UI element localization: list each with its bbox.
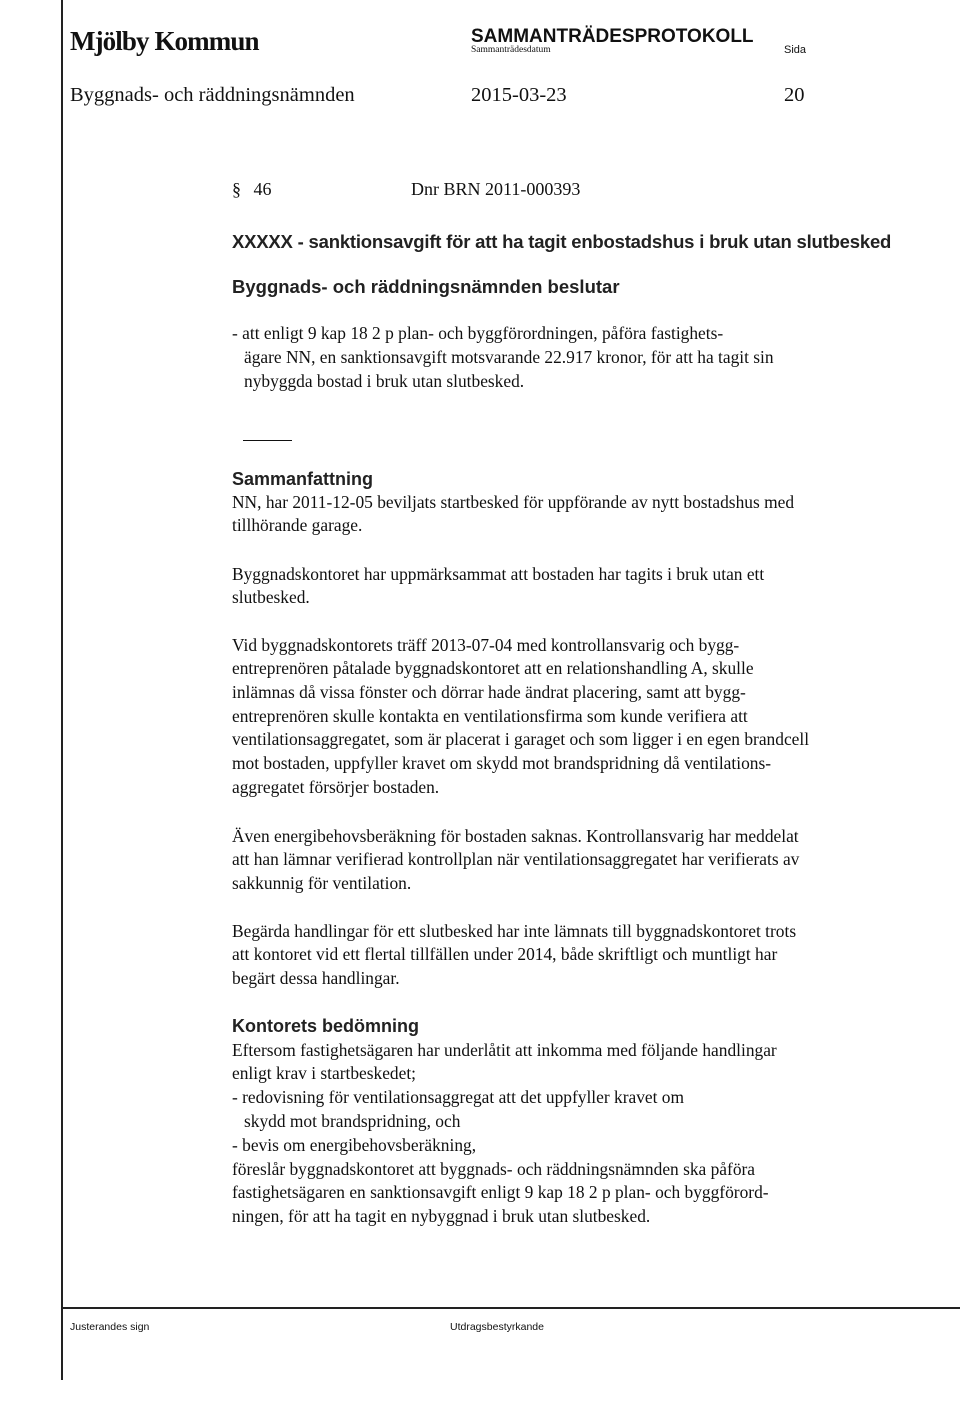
summary-line: inlämnas då vissa fönster och dörrar hade ändrat placering, samt att bygg- bbox=[232, 682, 746, 702]
summary-line: entreprenören påtalade byggnadskontoret att en relationshandling A, skulle bbox=[232, 658, 754, 678]
summary-line: ventilationsaggregatet, som är placerat i garaget och som ligger i en egen brandcell bbox=[232, 729, 810, 749]
assessment-line: skydd mot brandspridning, och bbox=[244, 1111, 461, 1131]
summary-line: entreprenören skulle kontakta en ventilationsfirma som kunde verifiera att bbox=[232, 706, 748, 726]
summary-line: NN, har 2011-12-05 beviljats startbesked för uppförande av nytt bostadshus med bbox=[232, 492, 795, 512]
summary-line: sakkunnig för ventilation. bbox=[232, 873, 412, 893]
paragraph-number: § 46 bbox=[232, 179, 272, 199]
summary-line: att han lämnar verifierad kontrollplan när ventilationsaggregatet har verifierats av bbox=[232, 849, 800, 869]
committee-name: Byggnads- och räddningsnämnden bbox=[70, 84, 355, 106]
summary-line: Även energibehovsberäkning för bostaden saknas. Kontrollansvarig har meddelat bbox=[232, 826, 799, 846]
page-label: Sida bbox=[784, 44, 807, 56]
assessment-line: fastighetsägaren en sanktionsavgift enligt 9 kap 18 2 p plan- och byggförord- bbox=[232, 1182, 769, 1202]
document-type: SAMMANTRÄDESPROTOKOLL bbox=[471, 26, 754, 47]
footer-rule bbox=[61, 1307, 960, 1309]
decision-line: - att enligt 9 kap 18 2 p plan- och byggförordningen, påföra fastighets- bbox=[232, 323, 724, 343]
assessment-line: Eftersom fastighetsägaren har underlåtit att inkomma med följande handlingar bbox=[232, 1040, 777, 1060]
decision-line: nybyggda bostad i bruk utan slutbesked. bbox=[244, 371, 525, 391]
summary-line: Byggnadskontoret har uppmärksammat att bostaden har tagits i bruk utan ett bbox=[232, 564, 765, 584]
meeting-date: 2015-03-23 bbox=[471, 84, 567, 106]
summary-line: att kontoret vid ett flertal tillfällen under 2014, både skriftligt och muntligt har bbox=[232, 944, 778, 964]
assessment-line: enligt krav i startbeskedet; bbox=[232, 1063, 416, 1083]
summary-line: tillhörande garage. bbox=[232, 515, 363, 535]
assessment-line: - redovisning för ventilationsaggregat att det uppfyller kravet om bbox=[232, 1087, 685, 1107]
summary-line: aggregatet försörjer bostaden. bbox=[232, 777, 440, 797]
summary-line: Begärda handlingar för ett slutbesked har inte lämnats till byggnadskontoret trots bbox=[232, 921, 797, 941]
page-number: 20 bbox=[784, 84, 805, 106]
assessment-line: - bevis om energibehovsberäkning, bbox=[232, 1135, 477, 1155]
assessment-line: ningen, för att ha tagit en nybyggnad i bruk utan slutbesked. bbox=[232, 1206, 651, 1226]
item-title: XXXXX - sanktionsavgift för att ha tagit enbostadshus i bruk utan slutbesked bbox=[232, 231, 892, 252]
adjuster-sign-label: Justerandes sign bbox=[70, 1321, 150, 1333]
date-label: Sammanträdesdatum bbox=[471, 45, 551, 55]
assessment-heading: Kontorets bedömning bbox=[232, 1016, 419, 1036]
left-margin-rule bbox=[61, 0, 63, 1380]
summary-line: Vid byggnadskontorets träff 2013-07-04 med kontrollansvarig och bygg- bbox=[232, 635, 740, 655]
section-divider bbox=[243, 440, 292, 441]
summary-heading: Sammanfattning bbox=[232, 469, 374, 489]
summary-line: mot bostaden, uppfyller kravet om skydd mot brandspridning då ventilations- bbox=[232, 753, 772, 773]
section-sign-icon: § bbox=[232, 179, 241, 199]
decision-line: ägare NN, en sanktionsavgift motsvarande 22.917 kronor, för att ha tagit sin bbox=[244, 347, 774, 367]
certification-label: Utdragsbestyrkande bbox=[450, 1321, 544, 1333]
summary-line: slutbesked. bbox=[232, 587, 310, 607]
assessment-line: föreslår byggnadskontoret att byggnads- och räddningsnämnden ska påföra bbox=[232, 1159, 756, 1179]
organization-name: Mjölby Kommun bbox=[70, 26, 259, 56]
case-number: Dnr BRN 2011-000393 bbox=[411, 179, 581, 199]
summary-line: begärt dessa handlingar. bbox=[232, 968, 400, 988]
decision-heading: Byggnads- och räddningsnämnden beslutar bbox=[232, 276, 620, 297]
